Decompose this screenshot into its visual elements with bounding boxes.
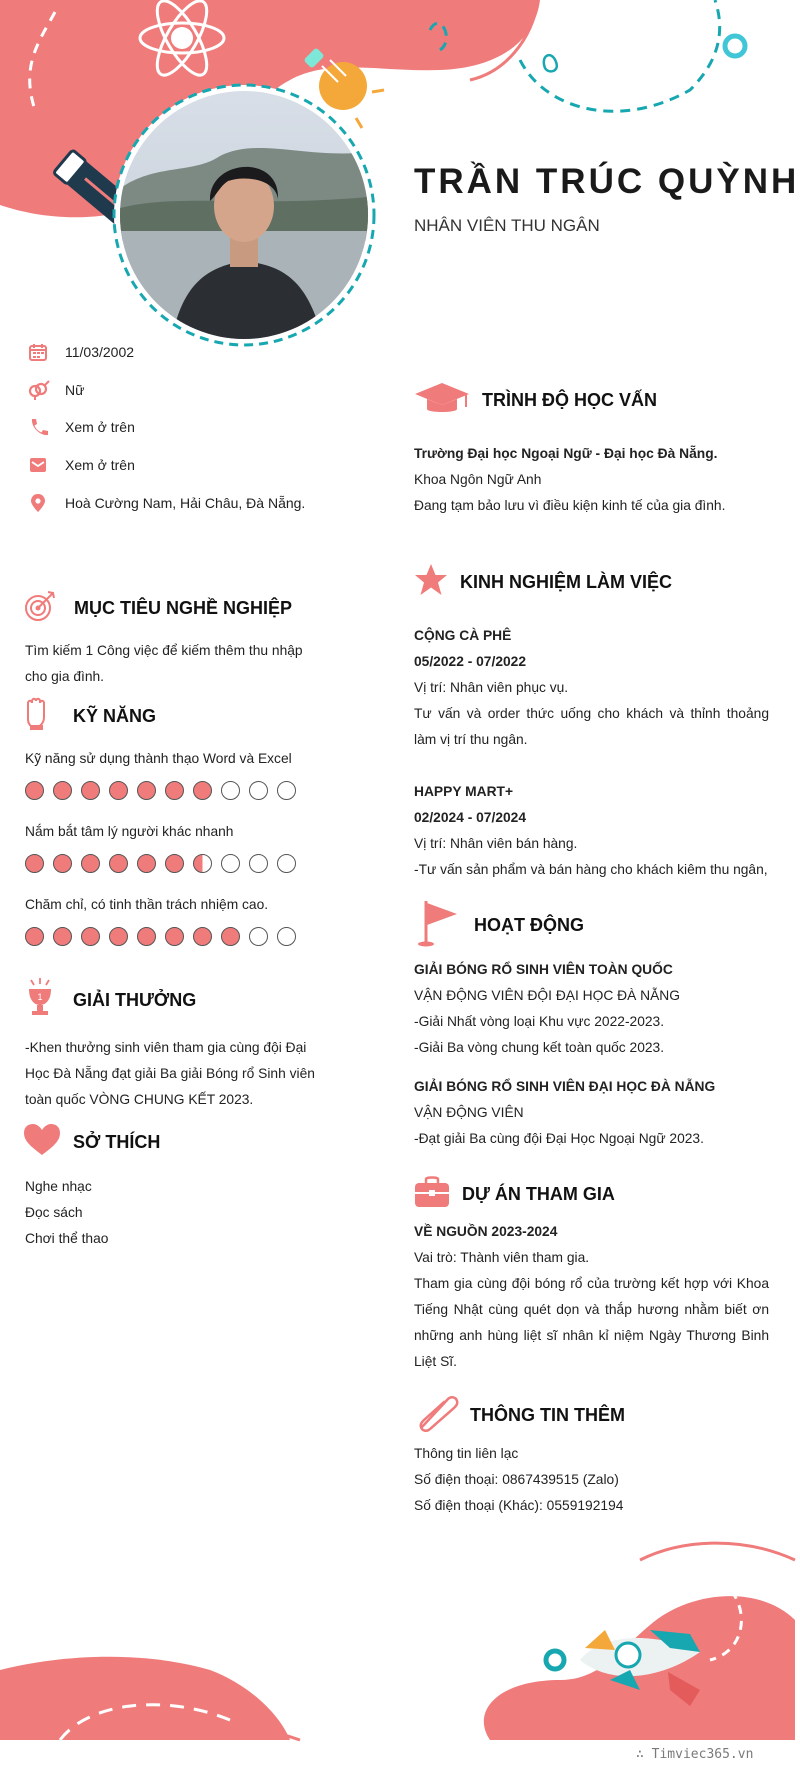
awards-line: toàn quốc VÒNG CHUNG KẾT 2023. [25, 1092, 254, 1107]
skill-label-1: Kỹ năng sử dụng thành thạo Word và Excel [25, 751, 292, 766]
activity-line: -Giải Ba vòng chung kết toàn quốc 2023. [414, 1040, 665, 1055]
objective-title: MỤC TIÊU NGHỀ NGHIỆP [74, 598, 293, 618]
extra-line: Thông tin liên lạc [414, 1446, 519, 1461]
experience-title: KINH NGHIỆM LÀM VIỆC [460, 572, 673, 592]
awards-line: Học Đà Nẵng đạt giải Ba giải Bóng rổ Sinh viên [25, 1066, 315, 1081]
hobby-item: Đọc sách [25, 1205, 83, 1220]
extra-heading [414, 1393, 625, 1438]
rating-dot [165, 927, 184, 946]
activity-line: -Đạt giải Ba cùng đội Đại Học Ngoại Ngữ 2023. [414, 1131, 704, 1146]
trophy-icon [23, 977, 57, 1024]
project-1 [414, 1219, 769, 1375]
awards-title: GIẢI THƯỞNG [73, 990, 197, 1010]
project-role: Vai trò: Thành viên tham gia. [414, 1250, 590, 1265]
rating-dot [249, 854, 268, 873]
briefcase-icon [414, 1175, 450, 1214]
address-text: Hoà Cường Nam, Hải Châu, Đà Nẵng. [65, 495, 306, 511]
rating-dot [53, 927, 72, 946]
skills-title: KỸ NĂNG [73, 706, 157, 726]
awards-text [25, 1035, 325, 1113]
activity-name: GIẢI BÓNG RỔ SINH VIÊN ĐẠI HỌC ĐÀ NẴNG [414, 1079, 716, 1094]
project-description: Tham gia cùng đội bóng rổ của trường kết hợp với Khoa Tiếng Nhật cùng quét dọn và thắp hương nhằm biết ơn những anh hùng liệt sĩ nhân kỉ niệm Ngày Thương Binh Liệt Sĩ. [414, 1276, 769, 1369]
rating-dot [249, 781, 268, 800]
email-text: Xem ở trên [65, 457, 135, 473]
profile-photo [110, 81, 378, 349]
footer-decoration [0, 1530, 800, 1767]
job-position: Vị trí: Nhân viên bán hàng. [414, 836, 578, 851]
star-icon [414, 563, 448, 602]
email-icon [25, 452, 51, 478]
rating-dot [25, 927, 44, 946]
skill-label-3: Chăm chỉ, có tinh thần trách nhiệm cao. [25, 897, 269, 912]
extra-line: Số điện thoại (Khác): 0559192194 [414, 1498, 624, 1513]
objective-text [25, 638, 325, 690]
experience-heading [414, 563, 672, 602]
education-note: Đang tạm bảo lưu vì điều kiện kinh tế của gia đình. [414, 498, 726, 513]
flag-icon [414, 899, 460, 952]
rating-dot [193, 781, 212, 800]
job-2 [414, 779, 784, 883]
hobby-item: Nghe nhạc [25, 1179, 92, 1194]
contact-row-gender [25, 375, 345, 405]
rating-dot [81, 781, 100, 800]
hobbies-heading [23, 1123, 160, 1162]
activity-1 [414, 957, 784, 1061]
awards-heading [23, 977, 196, 1024]
job-company: HAPPY MART+ [414, 784, 514, 799]
contact-row-phone [25, 412, 345, 442]
rating-dot [277, 854, 296, 873]
rating-dot [25, 854, 44, 873]
projects-heading [414, 1175, 615, 1214]
raised-fist-icon [23, 697, 51, 736]
education-faculty: Khoa Ngôn Ngữ Anh [414, 472, 542, 487]
activity-line: VẬN ĐỘNG VIÊN ĐỘI ĐẠI HỌC ĐÀ NẴNG [414, 988, 681, 1003]
activity-name: GIẢI BÓNG RỔ SINH VIÊN TOÀN QUỐC [414, 962, 673, 977]
education-title: TRÌNH ĐỘ HỌC VẤN [482, 390, 657, 410]
rating-dot [193, 927, 212, 946]
projects-title: DỰ ÁN THAM GIA [462, 1184, 615, 1204]
hobby-item: Chơi thể thao [25, 1231, 109, 1246]
project-name: VỀ NGUỒN 2023-2024 [414, 1224, 558, 1239]
rating-dot [81, 854, 100, 873]
svg-text:1: 1 [37, 992, 43, 1002]
activities-title: HOẠT ĐỘNG [474, 915, 584, 935]
objective-heading [23, 589, 292, 628]
paperclip-icon [414, 1393, 460, 1438]
rating-dot [277, 781, 296, 800]
activities-heading [414, 899, 584, 952]
calendar-icon [25, 339, 51, 365]
rating-dot [137, 781, 156, 800]
location-icon [25, 490, 51, 516]
candidate-name: TRẦN TRÚC QUỲNH [414, 162, 800, 201]
skills-heading [23, 697, 156, 736]
skill-label-2: Nắm bắt tâm lý người khác nhanh [25, 824, 234, 839]
job-description: Tư vấn và order thức uống cho khách và thỉnh thoảng làm vị trí thu ngân. [414, 706, 769, 747]
contact-row-address [25, 488, 345, 518]
education-heading [414, 381, 657, 420]
extra-line: Số điện thoại: 0867439515 (Zalo) [414, 1472, 619, 1487]
rating-dot [277, 927, 296, 946]
birthday-text: 11/03/2002 [65, 344, 135, 360]
rating-dot [109, 781, 128, 800]
education-school: Trường Đại học Ngoại Ngữ - Đại học Đà Nẵng. [414, 446, 718, 461]
rating-dot [81, 927, 100, 946]
awards-line: -Khen thưởng sinh viên tham gia cùng đội Đại [25, 1040, 307, 1055]
skill-rating-2 [25, 854, 296, 873]
rating-dot [221, 854, 240, 873]
rating-dot [109, 927, 128, 946]
activity-line: VẬN ĐỘNG VIÊN [414, 1105, 524, 1120]
candidate-role: NHÂN VIÊN THU NGÂN [414, 216, 600, 235]
job-1 [414, 623, 769, 753]
job-company: CỘNG CÀ PHÊ [414, 628, 512, 643]
rating-dot [221, 927, 240, 946]
phone-text: Xem ở trên [65, 419, 135, 435]
rating-dot [53, 854, 72, 873]
rating-dot [25, 781, 44, 800]
gender-text: Nữ [65, 382, 85, 398]
rating-dot [109, 854, 128, 873]
education-text [414, 441, 769, 519]
heart-icon [23, 1123, 61, 1162]
skill-rating-1 [25, 781, 296, 800]
graduation-cap-icon [414, 381, 470, 420]
activity-2 [414, 1074, 784, 1152]
job-position: Vị trí: Nhân viên phục vụ. [414, 680, 569, 695]
phone-icon [25, 414, 51, 440]
job-period: 02/2024 - 07/2024 [414, 810, 527, 825]
objective-line: Tìm kiếm 1 Công việc để kiếm thêm thu nhập [25, 643, 303, 658]
extra-title: THÔNG TIN THÊM [470, 1405, 625, 1425]
rating-dot [137, 927, 156, 946]
contact-row-birthday [25, 337, 345, 367]
hobbies-list [25, 1174, 108, 1252]
watermark: ∴ Timviec365.vn [636, 1747, 754, 1762]
rating-dot [165, 781, 184, 800]
rating-dot [193, 854, 212, 873]
objective-line: cho gia đình. [25, 669, 105, 684]
job-description: -Tư vấn sản phẩm và bán hàng cho khách kiêm thu ngân, [414, 862, 768, 877]
rating-dot [249, 927, 268, 946]
hobbies-title: SỞ THÍCH [73, 1132, 161, 1152]
activity-line: -Giải Nhất vòng loại Khu vực 2022-2023. [414, 1014, 665, 1029]
rating-dot [137, 854, 156, 873]
target-icon [23, 589, 57, 628]
rating-dot [221, 781, 240, 800]
job-period: 05/2022 - 07/2022 [414, 654, 527, 669]
contact-row-email [25, 450, 345, 480]
gender-icon [25, 377, 51, 403]
skill-rating-3 [25, 927, 296, 946]
rating-dot [165, 854, 184, 873]
extra-text [414, 1441, 769, 1519]
rating-dot [53, 781, 72, 800]
